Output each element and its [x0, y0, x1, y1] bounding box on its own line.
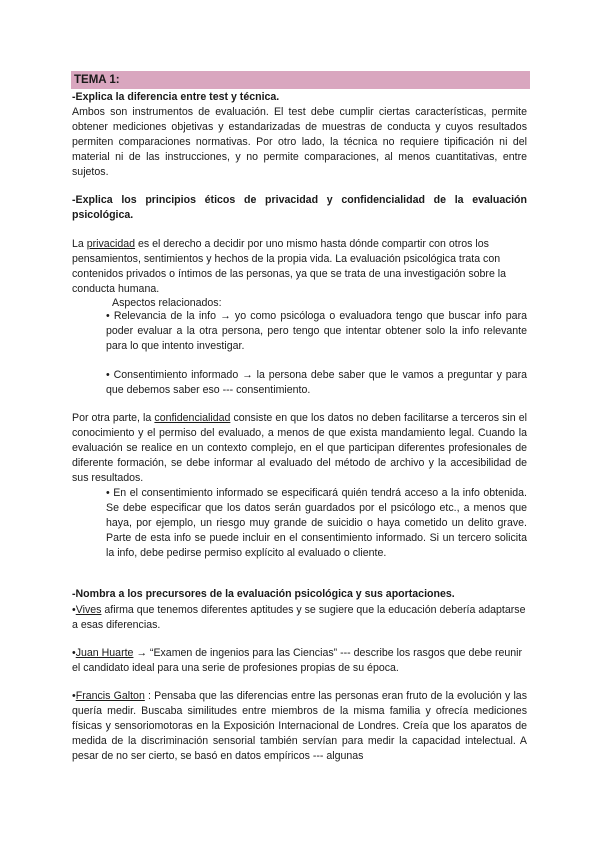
- topic-title: TEMA 1:: [74, 74, 120, 86]
- precursor-vives: •Vives afirma que tenemos diferentes aptitudes y se sugiere que la educación debería adaptarse a esas diferencias.: [72, 604, 526, 631]
- precursor-huarte: •Juan Huarte → “Examen de ingenios para las Ciencias” --- describe los rasgos que debe reunir el candidato ideal para una serie de profesiones propias de su época.: [72, 647, 523, 674]
- bullet-consentimiento: • Consentimiento informado → la persona debe saber que le vamos a preguntar y para que debemos saber eso --- consentimiento.: [106, 369, 527, 396]
- huarte-name: Juan Huarte: [75, 647, 134, 659]
- topic-header-band: [71, 71, 530, 89]
- precursor-galton: •Francis Galton : Pensaba que las diferencias entre las personas eran fruto de la evolución y las quería medir. Buscaba similitudes entre miembros de la misma familia y ofrecía mediciones físicas y sensoriomotoras en la Exposición Internacional de Londres. Creía que los aparatos de medida de la discriminación sensorial también servían para medir la capacidad intelectual. A pesar de no ser cierto, se basó en datos empíricos --- algunas: [72, 690, 527, 762]
- bullet-consentimiento-informado: • En el consentimiento informado se especificará quién tendrá acceso a la info obtenida. Se debe especificar que los datos serán guardados por el psicólogo etc., a menos que haya, por ejemplo, un riesgo muy grande de suicidio o haya cometido un delito grave. Parte de esta info se puede incluir en el consentimiento informado. Si un tercero solicita la info, debe pedirse permiso explícito al evaluado o cliente.: [106, 487, 527, 559]
- question-1-title: -Explica la diferencia entre test y técnica.: [72, 91, 280, 103]
- vives-name: Vives: [75, 604, 102, 616]
- question-1-answer: Ambos son instrumentos de evaluación. El test debe cumplir ciertas características, permite obtener mediciones objetivas y estandarizadas de muestras de conducta y cuyos resultados permiten comparaciones normativas. Por otro lado, la técnica no requiere tipificación ni del material ni de las instrucciones, y no permite comparaciones, al menos cuantitativas, entre sujetos.: [72, 106, 527, 178]
- question-2-title: -Explica los principios éticos de privacidad y confidencialidad de la evaluación psicológica.: [72, 194, 527, 221]
- bullet-relevancia: • Relevancia de la info → yo como psicóloga o evaluadora tengo que buscar info para poder evaluar a la otra persona, pero tengo que intentar obtener solo la info relevante para lo que intento investigar.: [106, 310, 527, 352]
- privacidad-term: privacidad: [86, 238, 136, 250]
- aspects-label: Aspectos relacionados:: [112, 297, 222, 309]
- privacy-paragraph: La privacidad es el derecho a decidir por uno mismo hasta dónde compartir con otros los pensamientos, sentimientos y hechos de la propia vida. La evaluación psicológica trata con contenidos privados o íntimos de las personas, ya que se trata de una investigación sobre la conducta humana.: [72, 238, 507, 295]
- galton-name: Francis Galton: [75, 690, 145, 702]
- confidencialidad-term: confidencialidad: [154, 412, 231, 424]
- confidentiality-paragraph: Por otra parte, la confidencialidad consiste en que los datos no deben facilitarse a terceros sin el conocimiento y el permiso del evaluado, a menos de que exista mandamiento legal. Cuando la evaluación se realice en un contexto complejo, en el que participan diferentes profesionales de diferente formación, se debe informar al evaluado del método de archivo y la accesibilidad de sus resultados.: [72, 412, 527, 484]
- question-3-title: -Nombra a los precursores de la evaluación psicológica y sus aportaciones.: [72, 588, 455, 600]
